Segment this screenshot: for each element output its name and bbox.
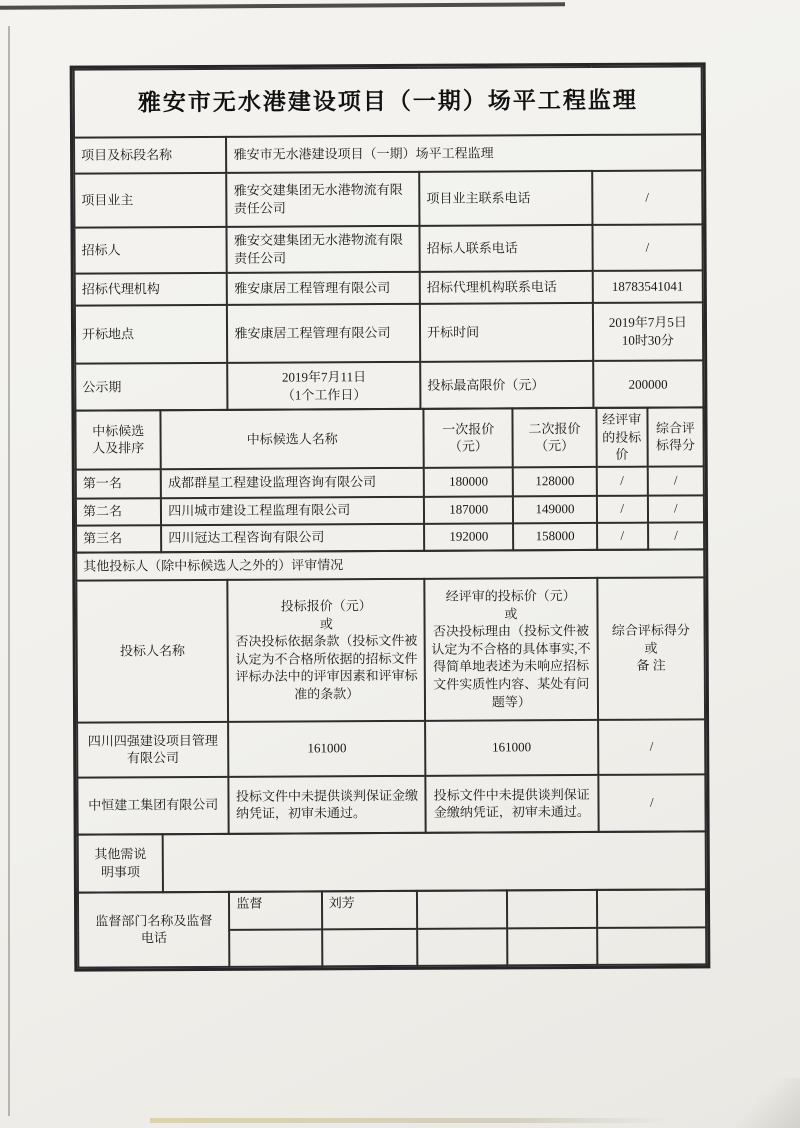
candidate-bid2: 149000 xyxy=(513,496,596,523)
candidate-bid2: 128000 xyxy=(513,467,596,496)
other-bidder-evaluated: 161000 xyxy=(425,720,598,776)
candidate-bid1: 192000 xyxy=(424,523,513,550)
field-value-agency: 雅安康居工程管理有限公司 xyxy=(227,272,420,305)
candidate-bid2: 158000 xyxy=(513,523,596,550)
field-value-tenderer: 雅安交建集团无水港物流有限责任公司 xyxy=(227,226,420,273)
document-title: 雅安市无水港建设项目（一期）场平工程监理 xyxy=(74,66,702,137)
scan-edge-corner xyxy=(730,1078,800,1128)
candidate-rank: 第三名 xyxy=(76,525,161,552)
candidate-row-1 xyxy=(76,466,704,498)
scan-edge-top xyxy=(0,2,565,9)
field-value-max-price: 200000 xyxy=(593,360,704,408)
candidate-evaluated: / xyxy=(597,495,648,522)
candidates-header-score: 综合评 标得分 xyxy=(647,407,704,466)
other-bidder-bid: 投标文件中未提供谈判保证金缴纳凭证，初审未通过。 xyxy=(229,775,426,833)
supervision-cell-empty xyxy=(230,929,322,966)
field-value-opening-place: 雅安康居工程管理有限公司 xyxy=(227,304,420,363)
others-header-evaluated: 经评审的投标价（元） 或 否决投标理由（投标文件被认定为不合格的具体事实,不得简单地表述为未响应招标文件实质性内容、某处有问题等） xyxy=(424,578,597,721)
candidate-name: 成都群星工程建设监理咨询有限公司 xyxy=(161,467,424,497)
field-label-publicity-period: 公示期 xyxy=(75,363,228,411)
supervision-label: 监督部门名称及监督 电话 xyxy=(78,891,230,967)
candidates-header-evaluated: 经评审 的投标 价 xyxy=(596,408,647,467)
other-bidders-section-title: 其他投标人（除中标候选人之外的）评审情况 xyxy=(76,549,704,580)
other-bidder-row-1 xyxy=(77,719,705,777)
other-bidder-name: 四川四强建设项目管理有限公司 xyxy=(77,721,229,777)
candidate-bid1: 180000 xyxy=(424,467,513,496)
other-bidder-score: / xyxy=(598,719,706,775)
field-value-owner-phone: / xyxy=(592,170,703,225)
candidates-header-bid1: 一次报价 （元） xyxy=(424,408,514,467)
candidates-table xyxy=(74,406,705,553)
other-bidder-score: / xyxy=(598,774,706,832)
candidate-evaluated: / xyxy=(597,522,648,549)
supervision-cell-empty xyxy=(597,889,707,928)
field-label-owner: 项目业主 xyxy=(74,173,227,228)
scan-edge-left xyxy=(8,26,10,1116)
supervision-cell-empty xyxy=(417,890,507,928)
field-label-agency-phone: 招标代理机构联系电话 xyxy=(420,271,593,304)
other-bidder-evaluated: 投标文件中未提供谈判保证金缴纳凭证，初审未通过。 xyxy=(425,775,598,833)
candidate-score: / xyxy=(648,495,704,522)
supervision-cell-empty xyxy=(507,890,596,928)
candidate-name: 四川城市建设工程监理有限公司 xyxy=(161,496,424,524)
candidate-rank: 第二名 xyxy=(76,498,161,525)
candidate-score: / xyxy=(648,466,704,495)
field-value-project-name: 雅安市无水港建设项目（一期）场平工程监理 xyxy=(226,134,702,172)
notes-table xyxy=(77,830,707,893)
supervision-cell-empty xyxy=(597,927,707,965)
others-header-name: 投标人名称 xyxy=(76,579,228,722)
candidate-name: 四川冠达工程咨询有限公司 xyxy=(161,523,424,551)
supervision-cell-name: 刘芳 xyxy=(322,891,417,929)
candidate-row-2 xyxy=(76,495,704,525)
project-info-table xyxy=(73,65,705,411)
candidate-score: / xyxy=(648,522,704,549)
field-label-owner-phone: 项目业主联系电话 xyxy=(419,171,592,226)
field-label-tenderer-phone: 招标人联系电话 xyxy=(420,225,593,272)
other-bidder-name: 中恒建工集团有限公司 xyxy=(77,776,229,834)
supervision-cell-empty xyxy=(507,928,596,965)
field-label-max-price: 投标最高限价（元） xyxy=(420,361,593,409)
notes-value xyxy=(163,831,706,892)
field-value-publicity-period: 2019年7月11日 （1个工作日） xyxy=(228,362,421,410)
candidate-evaluated: / xyxy=(596,466,647,495)
others-header-bid: 投标报价（元） 或 否决投标依据条款（投标文件被认定为不合格所依据的招标文件评标办法中的评审因素和评审标准的条款） xyxy=(228,578,425,721)
candidate-bid1: 187000 xyxy=(424,496,513,523)
other-bidder-row-2 xyxy=(77,774,705,834)
bid-result-document xyxy=(70,62,711,971)
field-label-opening-time: 开标时间 xyxy=(420,303,593,362)
supervision-cell-empty xyxy=(417,928,507,965)
supervision-table xyxy=(77,888,707,968)
scan-edge-bottom xyxy=(150,1118,670,1123)
candidates-header-bid2: 二次报价 （元） xyxy=(513,408,597,467)
field-value-owner: 雅安交建集团无水港物流有限责任公司 xyxy=(227,172,420,227)
supervision-cell-empty xyxy=(322,929,417,966)
others-header-score: 综合评标得分 或 备 注 xyxy=(597,577,705,720)
field-label-tenderer: 招标人 xyxy=(74,227,227,274)
candidates-header-rank: 中标候选 人及排序 xyxy=(75,410,161,469)
other-bidders-table xyxy=(75,548,706,835)
field-value-agency-phone: 18783541041 xyxy=(592,270,703,303)
supervision-cell-role: 监督 xyxy=(229,891,321,929)
field-value-tenderer-phone: / xyxy=(592,224,703,271)
candidate-rank: 第一名 xyxy=(76,469,161,498)
notes-label: 其他需说 明事项 xyxy=(78,834,164,892)
field-label-agency: 招标代理机构 xyxy=(75,273,228,306)
field-value-opening-time: 2019年7月5日 10时30分 xyxy=(593,302,704,361)
field-label-project-name: 项目及标段名称 xyxy=(74,137,227,174)
candidates-header-name: 中标候选人名称 xyxy=(161,409,424,469)
field-label-opening-place: 开标地点 xyxy=(75,305,228,364)
other-bidder-bid: 161000 xyxy=(229,720,426,776)
